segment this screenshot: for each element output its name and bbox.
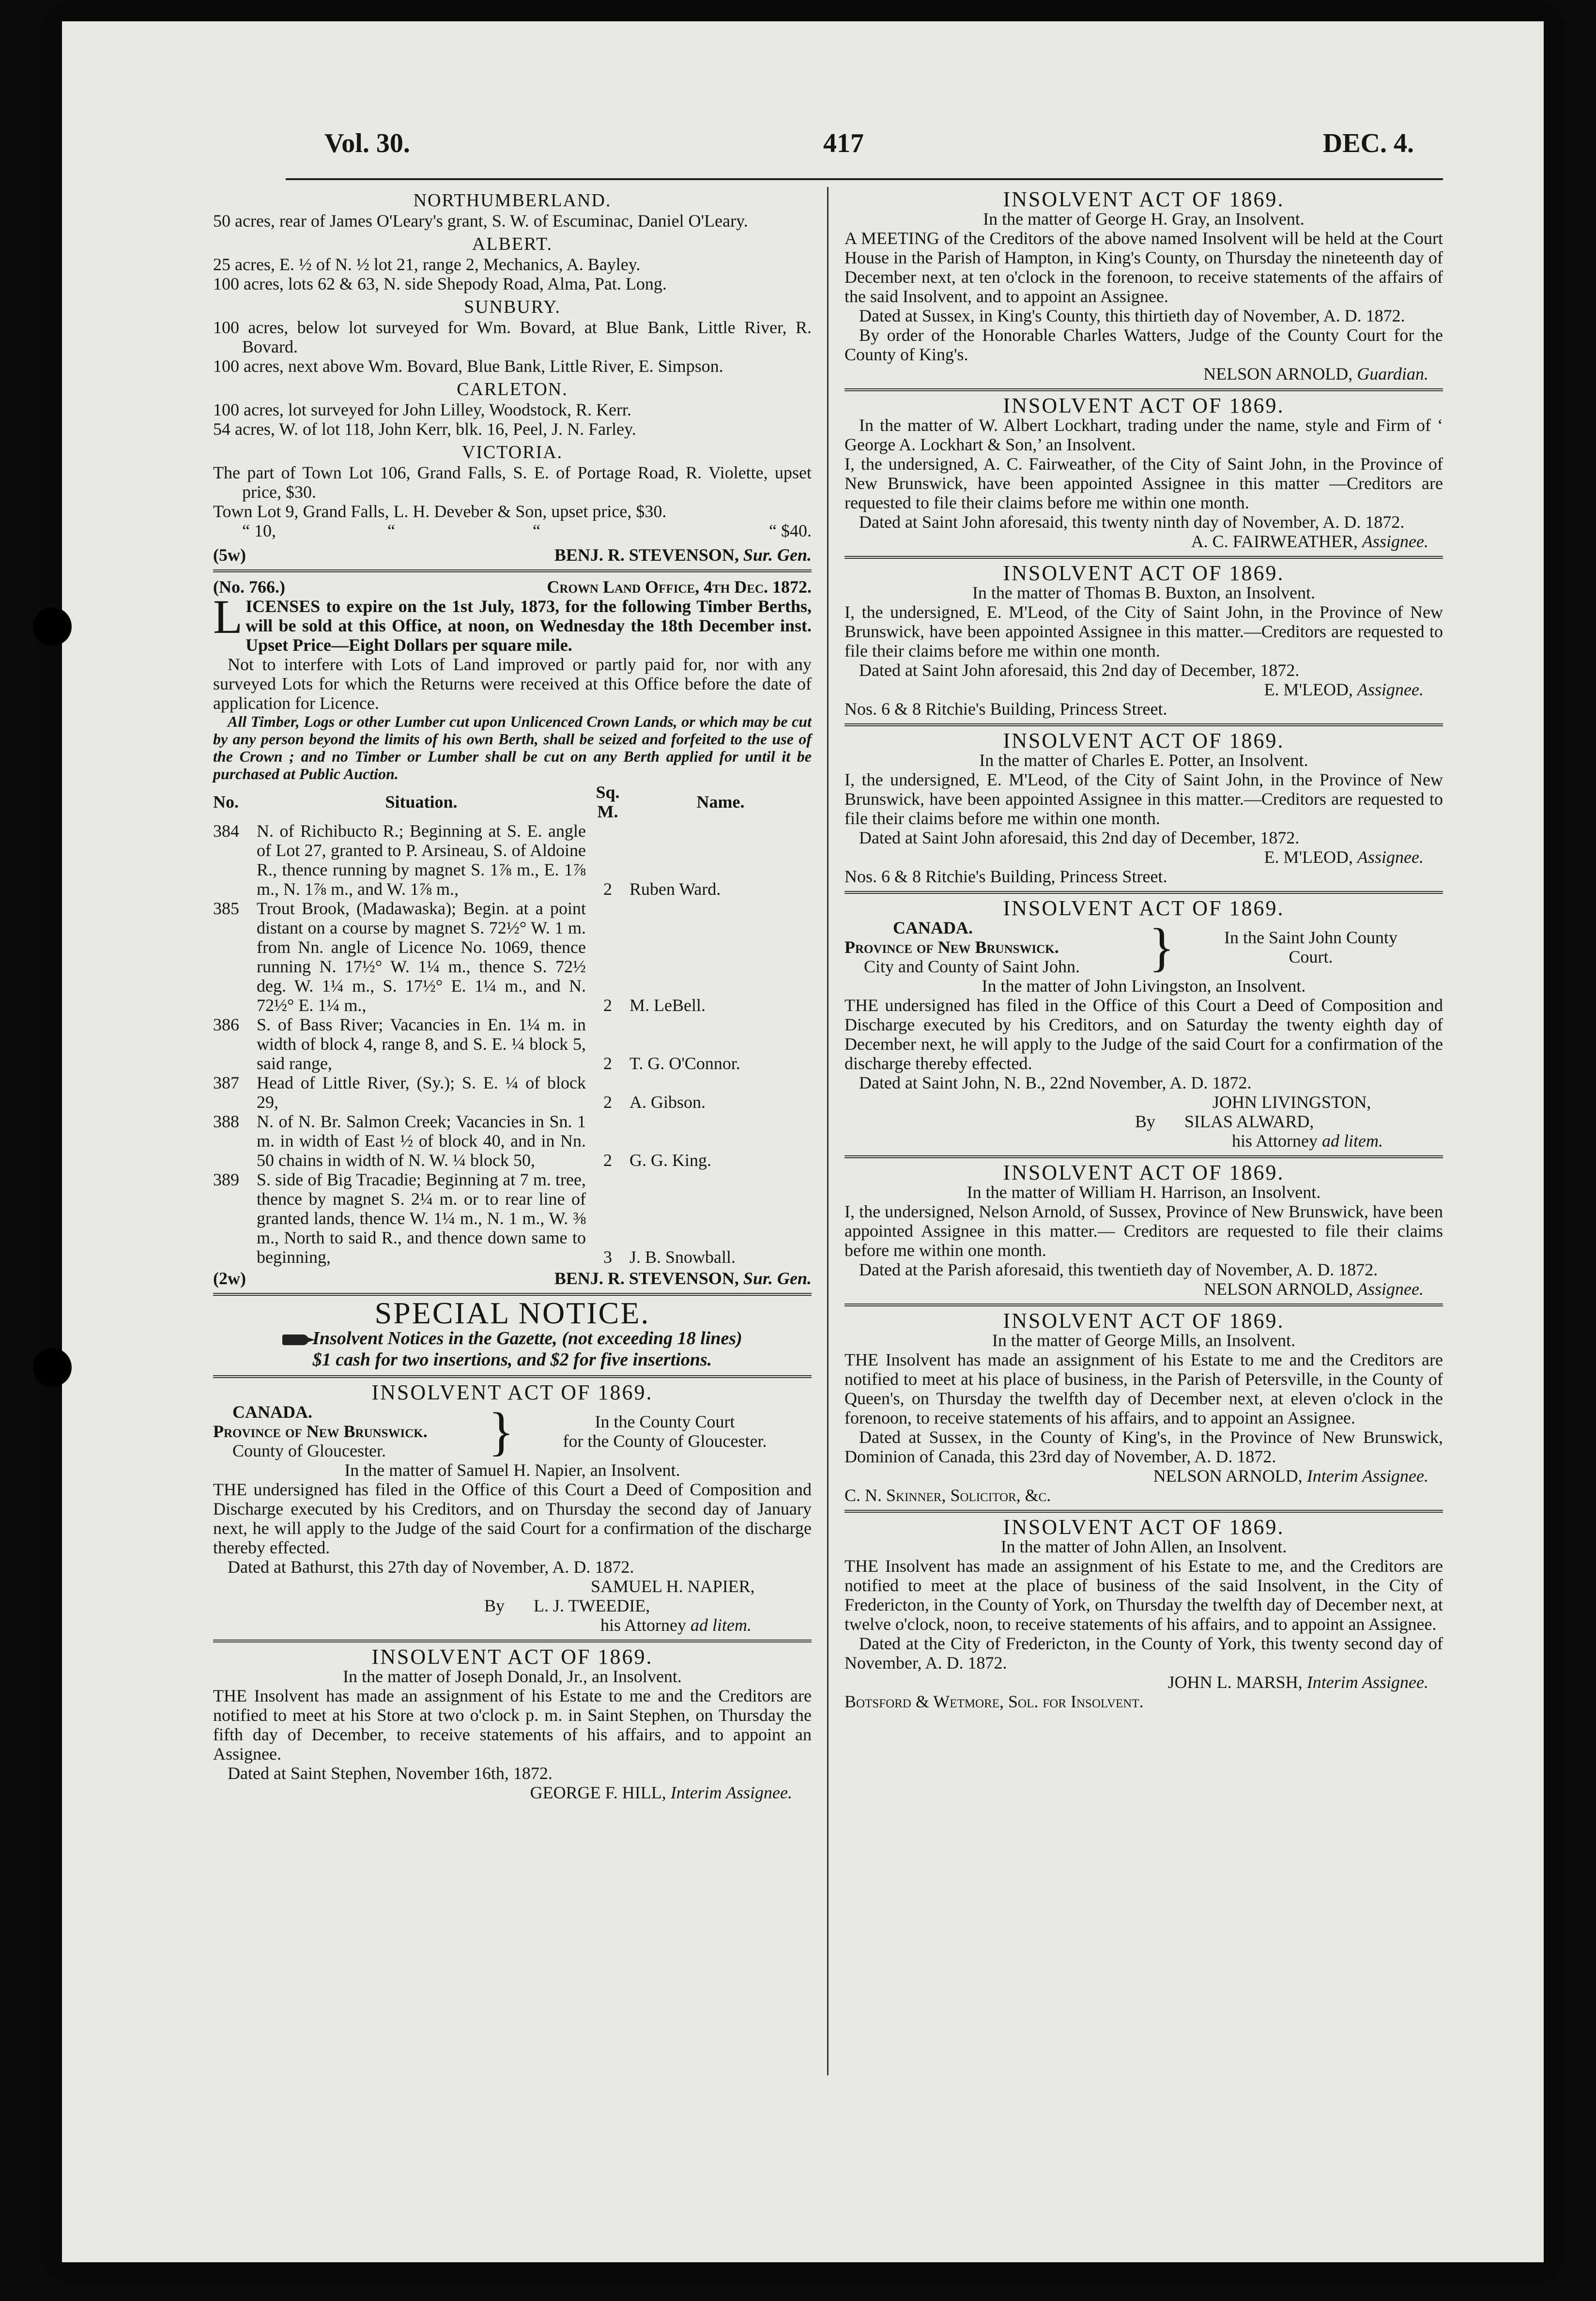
- signatory-title: Interim Assignee.: [1306, 1466, 1428, 1486]
- berth-no: 385: [213, 899, 239, 918]
- notice-body: THE Insolvent has made an assignment of his Estate to me and the Creditors are notified to meet at his place of business, in the Parish of Petersville, in the County of Queen's, on Thursday the twelfth day of December next, at eleven o'clock in the forenoon, to receive statements of his affairs, and to appoint an Assignee.: [844, 1350, 1443, 1427]
- matter-line: In the matter of John Livingston, an Insolvent.: [982, 976, 1306, 996]
- volume-number: Vol. 30.: [324, 128, 410, 158]
- berth-situation: S. of Bass River; Vacancies in En. 1¼ m. in width of block 4, range 8, and S. E. ¼ block 5, said range,: [257, 1015, 586, 1073]
- address-line: Nos. 6 & 8 Ritchie's Building, Princess Street.: [844, 699, 1167, 719]
- signatory-name: JOHN L. MARSH,: [1167, 1672, 1303, 1692]
- court-caption-right: [518, 1412, 812, 1451]
- right-column: [838, 187, 1443, 2075]
- lot-entry: 25 acres, E. ½ of N. ½ lot 21, range 2, Mechanics, A. Bayley.: [213, 255, 641, 274]
- running-header: [213, 114, 1443, 187]
- dated-line: Dated at Sussex, in King's County, this thirtieth day of November, A. D. 1872.: [859, 306, 1405, 325]
- section-rule: [844, 723, 1443, 726]
- lot-entry: 100 acres, below lot surveyed for Wm. Bovard, at Blue Bank, Little River, R. Bovard.: [213, 318, 812, 356]
- notice-heading: INSOLVENT ACT OF 1869.: [1003, 1309, 1285, 1333]
- notice-header: [213, 577, 812, 597]
- signatory-title: Assignee.: [1357, 847, 1424, 867]
- matter-line: In the matter of Samuel H. Napier, an Insolvent.: [344, 1460, 680, 1480]
- lot-entry: Town Lot 9, Grand Falls, L. H. Deveber & Son, upset price, $30.: [213, 502, 667, 521]
- section-rule: [844, 1510, 1443, 1513]
- notice-body: I, the undersigned, E. M'Leod, of the City of Saint John, in the Province of New Brunswick, have been appointed Assignee in this matter.—Creditors are requested to file their claims before me within one month.: [844, 770, 1443, 828]
- attorney-title: [844, 1131, 1443, 1150]
- attorney-label: his Attorney: [1232, 1131, 1318, 1150]
- notice-body: THE Insolvent has made an assignment of his Estate to me and the Creditors are notified to meet at his Store at two o'clock p. m. in Saint Stephen, on Thursday the fifth day of December, to receive statements of his affairs, and to appoint an Assignee.: [213, 1686, 812, 1764]
- brace-mark: }: [1149, 918, 1175, 977]
- matter-line: In the matter of Charles E. Potter, an Insolvent.: [979, 751, 1308, 770]
- court-name: for the County of Gloucester.: [563, 1431, 767, 1451]
- signature-line: [844, 532, 1443, 551]
- punch-hole: [33, 1348, 72, 1387]
- court-caption-right: [1179, 928, 1443, 966]
- signatory-name: A. C. FAIRWEATHER,: [1191, 532, 1358, 551]
- table-header: [213, 782, 812, 821]
- lot-entry: 100 acres, lot surveyed for John Lilley, Woodstock, R. Kerr.: [213, 400, 631, 419]
- caption-county: County of Gloucester.: [232, 1441, 386, 1460]
- notice-body: THE Insolvent has made an assignment of his Estate to me, and the Creditors are notified to meet at the place of business of the said Insolvent, in the City of Fredericton, in the County of York, on Thursday the twelfth day of December next, at twelve o'clock, noon, to receive statements of his affairs, and to appoint an Assignee.: [844, 1556, 1443, 1634]
- court-name: In the County Court: [595, 1412, 735, 1431]
- by-label: By: [1135, 1112, 1156, 1131]
- signature-line: [213, 545, 812, 565]
- signatory-title: Assignee.: [1357, 1279, 1424, 1299]
- table-row: [213, 1073, 812, 1112]
- signature-line: [844, 1672, 1443, 1692]
- notice-body: I, the undersigned, A. C. Fairweather, of the City of Saint John, in the Province of New Brunswick, have been appointed Assignee in this matter —Creditors are requested to file their claims before me within one month.: [844, 454, 1443, 512]
- table-row: [213, 821, 812, 899]
- signatory-title: Sur. Gen.: [743, 1269, 812, 1288]
- signatory-name: E. M'LEOD,: [1264, 847, 1353, 867]
- section-rule: [844, 891, 1443, 894]
- col-name: Name.: [696, 792, 745, 812]
- signatory-name: SAMUEL H. NAPIER,: [591, 1577, 755, 1596]
- berth-no: 384: [213, 821, 239, 841]
- section-rule: [844, 1304, 1443, 1306]
- dated-line: Dated at the Parish aforesaid, this twentieth day of November, A. D. 1872.: [859, 1260, 1378, 1279]
- notice-heading: INSOLVENT ACT OF 1869.: [1003, 187, 1285, 211]
- signatory-name: NELSON ARNOLD,: [1153, 1466, 1303, 1486]
- caption-country: CANADA.: [893, 918, 973, 937]
- notice-heading: INSOLVENT ACT OF 1869.: [1003, 394, 1285, 417]
- court-name: Court.: [1289, 947, 1333, 966]
- berth-name: J. B. Snowball.: [629, 1247, 736, 1267]
- gazette-page: [62, 21, 1544, 2262]
- notice-heading: INSOLVENT ACT OF 1869.: [1003, 729, 1285, 752]
- notice-heading: INSOLVENT ACT OF 1869.: [1003, 1161, 1285, 1184]
- berth-no: 387: [213, 1073, 239, 1092]
- signatory-title: Interim Assignee.: [1306, 1672, 1428, 1692]
- notice-heading: INSOLVENT ACT OF 1869.: [371, 1645, 653, 1669]
- section-rule: [213, 1640, 812, 1642]
- notice-paragraph: [213, 590, 812, 655]
- by-label: By: [484, 1596, 505, 1615]
- notice-body: THE undersigned has filed in the Office of this Court a Deed of Composition and Discharge executed by his Creditors, and on Saturday the twenty eighth day of December next, he will apply to the Judge of the said Court for a confirmation of the discharge thereby effected.: [844, 996, 1443, 1073]
- brace-mark: }: [488, 1402, 514, 1461]
- signatory-name: GEORGE F. HILL,: [530, 1783, 666, 1802]
- matter-line: In the matter of George H. Gray, an Insolvent.: [983, 209, 1304, 229]
- notice-body: I, the undersigned, E. M'Leod, of the City of Saint John, in the Province of New Brunswick, have been appointed Assignee in this matter.—Creditors are requested to file their claims before me within one month.: [844, 602, 1443, 660]
- berth-no: 388: [213, 1112, 239, 1131]
- ditto-line: “ 10,: [242, 521, 276, 540]
- notice-body: I, the undersigned, Nelson Arnold, of Sussex, Province of New Brunswick, have been appointed Assignee in this matter.— Creditors are requested to file their claims before me within one month.: [844, 1202, 1443, 1260]
- notice-office: Crown Land Office, 4th Dec. 1872.: [547, 577, 812, 597]
- notice-body: A MEETING of the Creditors of the above named Insolvent will be held at the Court House in the Parish of Hampton, in King's County, on Thursday the nineteenth day of December next, at ten o'clock in the forenoon, to receive statements of the affairs of the said Insolvent, and to appoint an Assignee.: [844, 229, 1443, 306]
- signatory-name: NELSON ARNOLD,: [1204, 1279, 1353, 1299]
- col-sq-m: Sq. M.: [596, 782, 620, 821]
- order-line: By order of the Honorable Charles Watters, Judge of the County Court for the County of King's.: [844, 325, 1443, 364]
- dated-line: Dated at Saint John aforesaid, this 2nd day of December, 1872.: [859, 828, 1300, 847]
- section-heading: ALBERT.: [472, 234, 553, 254]
- lot-entry: 100 acres, lots 62 & 63, N. side Shepody Road, Alma, Pat. Long.: [213, 274, 667, 293]
- signature-line: [213, 1269, 812, 1288]
- berth-no: 389: [213, 1170, 239, 1189]
- berth-name: M. LeBell.: [629, 996, 706, 1015]
- table-row: [213, 1015, 812, 1073]
- matter-line: In the matter of Thomas B. Buxton, an Insolvent.: [972, 583, 1316, 602]
- table-row: [213, 1112, 812, 1170]
- berth-sqm: 2: [603, 1150, 612, 1170]
- dated-line: Dated at Saint John, N. B., 22nd November, A. D. 1872.: [859, 1073, 1252, 1092]
- notice-warning: All Timber, Logs or other Lumber cut upon Unlicenced Crown Lands, or which may be cut by any person beyond the limits of his own Berth, shall be seized and forfeited to the use of the Crown ; and no Timber or Lumber shall be cut on any Berth applied for until it be purchased at Public Auction.: [213, 713, 812, 782]
- berth-name: G. G. King.: [629, 1150, 711, 1170]
- left-column: [213, 187, 818, 2075]
- berth-sqm: 2: [603, 1054, 612, 1073]
- signatory-line: [213, 1596, 812, 1615]
- section-rule: [213, 569, 812, 572]
- berth-situation: Head of Little River, (Sy.); S. E. ¼ of block 29,: [257, 1073, 586, 1112]
- solicitor-line: C. N. Skinner, Solicitor, &c.: [844, 1486, 1051, 1505]
- matter-line: In the matter of John Allen, an Insolvent.: [1000, 1537, 1287, 1556]
- issue-date: DEC. 4.: [1322, 128, 1414, 158]
- timber-berths-table: [213, 782, 812, 1267]
- pointing-hand-icon: [282, 1335, 308, 1345]
- berth-situation: N. of Richibucto R.; Beginning at S. E. angle of Lot 27, granted to P. Arsineau, S. of Aldoine R., thence running by magnet S. 1⅞ m., E. 1⅞ m., N. 1⅞ m., and W. 1⅞ m.,: [257, 821, 586, 899]
- columns: [213, 187, 1443, 2075]
- special-notice-line: $1 cash for two insertions, and $2 for five insertions.: [312, 1350, 712, 1370]
- caption-province: Province of New Brunswick.: [213, 1422, 428, 1441]
- table-row: [213, 899, 812, 1015]
- court-name: In the Saint John County: [1224, 928, 1397, 947]
- notice-heading: INSOLVENT ACT OF 1869.: [1003, 1515, 1285, 1539]
- col-situation: Situation.: [385, 792, 458, 812]
- header-rule: [286, 178, 1443, 180]
- signature-line: [844, 680, 1443, 699]
- attorney-name: SILAS ALWARD,: [1184, 1112, 1314, 1131]
- insertion-tag: (2w): [213, 1269, 246, 1288]
- matter-line: In the matter of William H. Harrison, an Insolvent.: [967, 1182, 1321, 1202]
- notice-heading: INSOLVENT ACT OF 1869.: [1003, 896, 1285, 920]
- drop-cap: L: [213, 590, 243, 644]
- signature-line: [213, 1783, 812, 1802]
- dated-line: Dated at Saint John aforesaid, this 2nd day of December, 1872.: [859, 660, 1300, 680]
- notice-heading: INSOLVENT ACT OF 1869.: [371, 1381, 653, 1404]
- signatory-title: Guardian.: [1357, 364, 1428, 384]
- notice-text: ICENSES to expire on the 1st July, 1873, for the following Timber Berths, will be sold at this Office, at noon, on Wednesday the 18th December inst. Upset Price—Eight Dollars per square mile.: [246, 597, 812, 655]
- attorney-latin: ad litem.: [1322, 1131, 1383, 1150]
- lot-entry: [213, 521, 812, 540]
- dated-line: Dated at the City of Fredericton, in the County of York, this twenty second day of November, A. D. 1872.: [844, 1634, 1443, 1672]
- page-number: 417: [823, 128, 864, 158]
- section-heading: NORTHUMBERLAND.: [413, 190, 612, 211]
- berth-sqm: 3: [603, 1247, 612, 1267]
- section-rule: [213, 1375, 812, 1378]
- matter-line: In the matter of George Mills, an Insolvent.: [992, 1331, 1296, 1350]
- signatory-title: Assignee.: [1362, 532, 1428, 551]
- notice-number: (No. 766.): [213, 577, 285, 597]
- address-line: Nos. 6 & 8 Ritchie's Building, Princess Street.: [844, 867, 1167, 886]
- caption-county: City and County of Saint John.: [864, 957, 1080, 976]
- berth-name: A. Gibson.: [629, 1092, 706, 1112]
- special-notice-text: Insolvent Notices in the Gazette, (not exceeding 18 lines): [312, 1328, 742, 1349]
- section-heading: CARLETON.: [457, 379, 568, 399]
- special-notice-title: SPECIAL NOTICE.: [374, 1296, 650, 1330]
- court-caption: [844, 918, 1443, 976]
- caption-province: Province of New Brunswick.: [844, 937, 1059, 957]
- signature-line: [844, 364, 1443, 384]
- attorney-latin: ad litem.: [691, 1615, 752, 1635]
- notice-body: THE undersigned has filed in the Office of this Court a Deed of Composition and Discharge executed by his Creditors, and on Thursday the second day of January next, he will apply to the Judge of the said Court for a confirmation of the discharge thereby effected.: [213, 1480, 812, 1557]
- lot-entry: 100 acres, next above Wm. Bovard, Blue Bank, Little River, E. Simpson.: [213, 356, 723, 376]
- berth-situation: N. of N. Br. Salmon Creek; Vacancies in Sn. 1 m. in width of East ½ of block 40, and in Nn. 50 chains in width of N. W. ¼ block 50,: [257, 1112, 586, 1170]
- berth-sqm: 2: [603, 1092, 612, 1112]
- table-row: [213, 1170, 812, 1267]
- caption-country: CANADA.: [232, 1402, 312, 1422]
- berth-name: Ruben Ward.: [629, 879, 721, 899]
- section-rule: [844, 388, 1443, 391]
- court-caption-left: [844, 918, 1145, 976]
- col-no: No.: [213, 792, 239, 812]
- ditto-mark: “: [533, 521, 540, 540]
- signature-line: [844, 1466, 1443, 1486]
- berth-sqm: 2: [603, 879, 612, 899]
- signatory-title: Sur. Gen.: [743, 545, 812, 565]
- ditto-mark: “: [387, 521, 395, 540]
- court-caption-left: [213, 1402, 484, 1460]
- matter-line: In the matter of W. Albert Lockhart, trading under the name, style and Firm of ‘ George A. Lockhart & Son,’ an Insolvent.: [844, 415, 1443, 454]
- attorney-title: [213, 1615, 812, 1635]
- section-rule: [844, 1155, 1443, 1158]
- signatory-name: JOHN LIVINGSTON,: [1212, 1092, 1371, 1112]
- notice-paragraph: Not to interfere with Lots of Land improved or partly paid for, nor with any surveyed Lots for which the Returns were received at this Office before the date of application for Licence.: [213, 655, 812, 713]
- signature-line: [844, 847, 1443, 867]
- berth-no: 386: [213, 1015, 239, 1034]
- signatory-name: E. M'LEOD,: [1264, 680, 1353, 699]
- berth-name: T. G. O'Connor.: [629, 1054, 740, 1073]
- section-rule: [844, 556, 1443, 559]
- matter-line: In the matter of Joseph Donald, Jr., an Insolvent.: [343, 1667, 682, 1686]
- column-divider: [818, 187, 838, 2075]
- dated-line: Dated at Sussex, in the County of King's, in the Province of New Brunswick, Dominion of Canada, this 23rd day of November, A. D. 1872.: [844, 1427, 1443, 1466]
- punch-hole: [33, 607, 72, 646]
- section-heading: SUNBURY.: [463, 297, 561, 317]
- lot-entry: 50 acres, rear of James O'Leary's grant, S. W. of Escuminac, Daniel O'Leary.: [213, 211, 748, 230]
- signatory-title: Interim Assignee.: [670, 1783, 792, 1802]
- dated-line: Dated at Bathurst, this 27th day of November, A. D. 1872.: [228, 1557, 634, 1577]
- berth-situation: S. side of Big Tracadie; Beginning at 7 m. tree, thence by magnet S. 2¼ m. or to rear line of granted lands, thence W. 1¼ m., N. 1 m., W. ⅜ m., North to said R., and thence down same to beginning,: [257, 1170, 586, 1267]
- signatory-name: NELSON ARNOLD,: [1203, 364, 1353, 384]
- lot-entry: 54 acres, W. of lot 118, John Kerr, blk. 16, Peel, J. N. Farley.: [213, 419, 636, 439]
- attorney-name: L. J. TWEEDIE,: [534, 1596, 650, 1615]
- ditto-price: “ $40.: [769, 521, 812, 540]
- berth-situation: Trout Brook, (Madawaska); Begin. at a point distant on a course by magnet S. 72½° W. 1 m. from Nn. angle of Licence No. 1069, thence running N. 17½° W. 1¼ m., thence S. 72½ deg. W. 1¼ m., S. 17½° E. 1¼ m., and N. 72½° E. 1¼ m.,: [257, 899, 586, 1015]
- signature-line: [844, 1279, 1443, 1299]
- special-notice-line: [213, 1328, 812, 1349]
- notice-heading: INSOLVENT ACT OF 1869.: [1003, 561, 1285, 585]
- dated-line: Dated at Saint John aforesaid, this twenty ninth day of November, A. D. 1872.: [859, 512, 1405, 532]
- insertion-tag: (5w): [213, 545, 246, 565]
- lot-entry: The part of Town Lot 106, Grand Falls, S. E. of Portage Road, R. Violette, upset price, $30.: [213, 463, 812, 502]
- signatory-line: [844, 1112, 1443, 1131]
- attorney-label: his Attorney: [600, 1615, 686, 1635]
- berth-sqm: 2: [603, 996, 612, 1015]
- section-heading: VICTORIA.: [461, 442, 563, 462]
- solicitor-line: Botsford & Wetmore, Sol. for Insolvent.: [844, 1692, 1144, 1711]
- signatory-name: BENJ. R. STEVENSON,: [554, 545, 739, 565]
- dated-line: Dated at Saint Stephen, November 16th, 1872.: [228, 1764, 552, 1783]
- page-content: [213, 114, 1443, 2080]
- court-caption: [213, 1402, 812, 1460]
- signatory-title: Assignee.: [1357, 680, 1424, 699]
- signatory-name: BENJ. R. STEVENSON,: [554, 1269, 739, 1288]
